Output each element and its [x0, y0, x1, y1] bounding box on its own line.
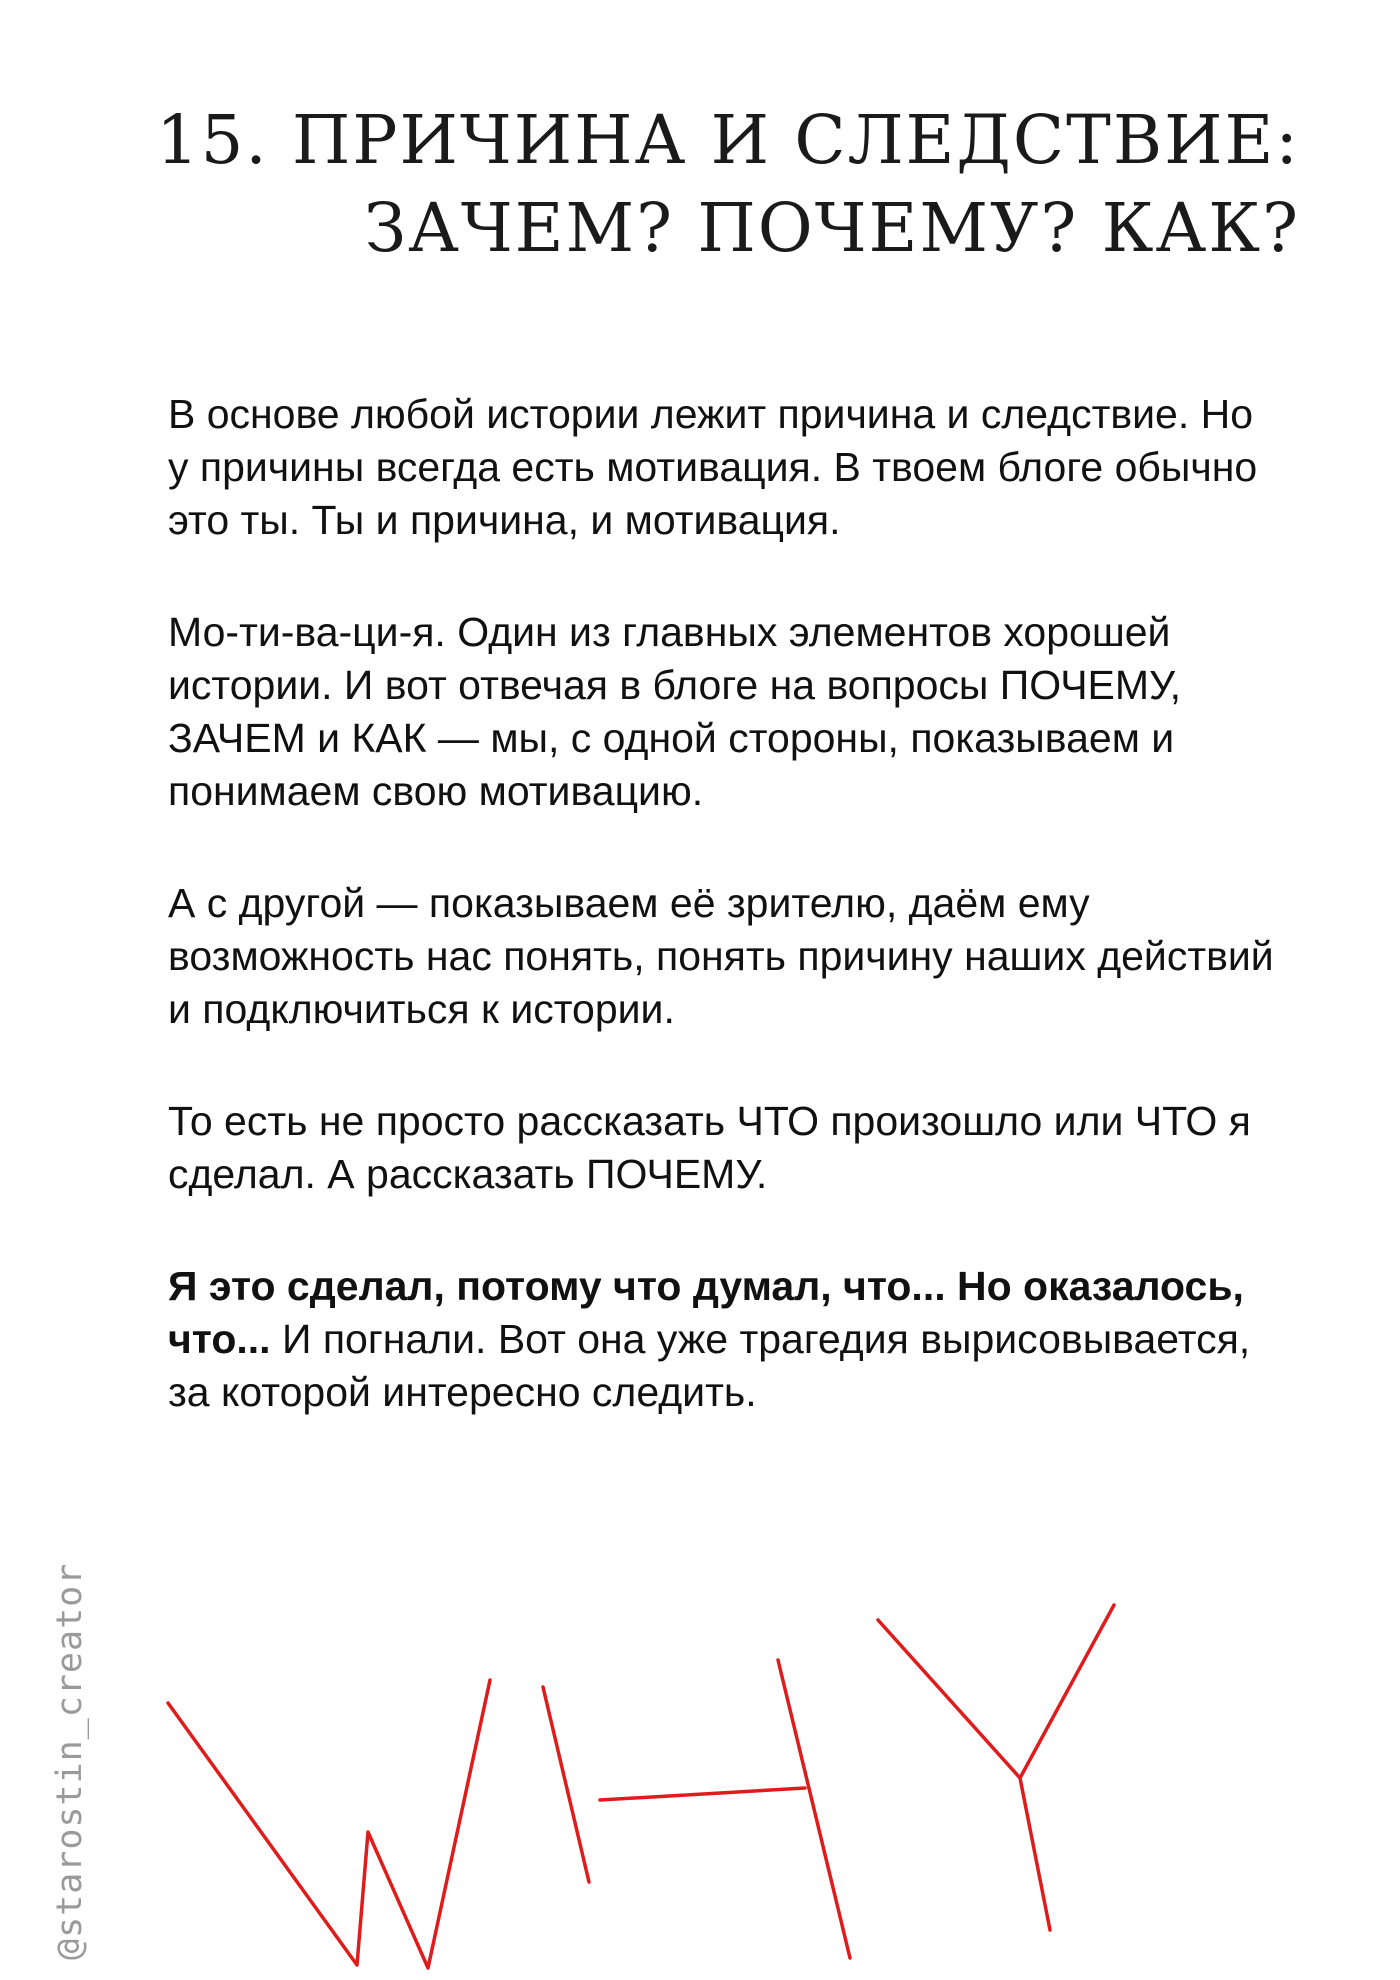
paragraph-4: То есть не просто рассказать ЧТО произошло или ЧТО я сделал. А рассказать ПОЧЕМУ.	[168, 1098, 1251, 1197]
why-letter-h-bar	[600, 1788, 805, 1800]
why-letter-y-left-arm	[878, 1620, 1020, 1778]
paragraph-5-rest: И погнали. Вот она уже трагедия вырисовывается, за которой интересно следить.	[168, 1316, 1251, 1415]
why-letter-y-stem	[1020, 1778, 1050, 1930]
why-letter-y-right-arm	[1020, 1605, 1114, 1778]
why-letter-h-right	[778, 1660, 850, 1958]
paragraph-5	[168, 1260, 1278, 1419]
paragraph-1: В основе любой истории лежит причина и следствие. Но у причины всегда есть мотивация. В твоем блоге обычно это ты. Ты и причина, и мотивация.	[168, 391, 1258, 543]
paragraph-2: Мо-ти-ва-ци-я. Один из главных элементов хорошей истории. И вот отвечая в блоге на вопросы ПОЧЕМУ, ЗАЧЕМ и КАК — мы, с одной стороны, показываем и понимаем свою мотивацию.	[168, 609, 1182, 814]
paragraph-5-bold: Я это сделал, потому что думал, что... Но оказалось, что...	[168, 1263, 1244, 1362]
paragraph-3: А с другой — показываем её зрителю, даём ему возможность нас понять, понять причину наших действий и подключиться к истории.	[168, 880, 1274, 1032]
article-body	[168, 388, 1278, 1478]
why-letter-w	[168, 1680, 490, 1968]
author-handle: @starostin_creator	[50, 1562, 90, 1960]
title-line-2: ЗАЧЕМ? ПОЧЕМУ? КАК?	[364, 189, 1300, 267]
page-title	[140, 96, 1300, 272]
title-line-1: 15. ПРИЧИНА И СЛЕДСТВИЕ:	[156, 101, 1300, 179]
why-letter-h-left	[543, 1687, 589, 1882]
why-handwritten-drawing	[0, 1560, 1400, 1980]
